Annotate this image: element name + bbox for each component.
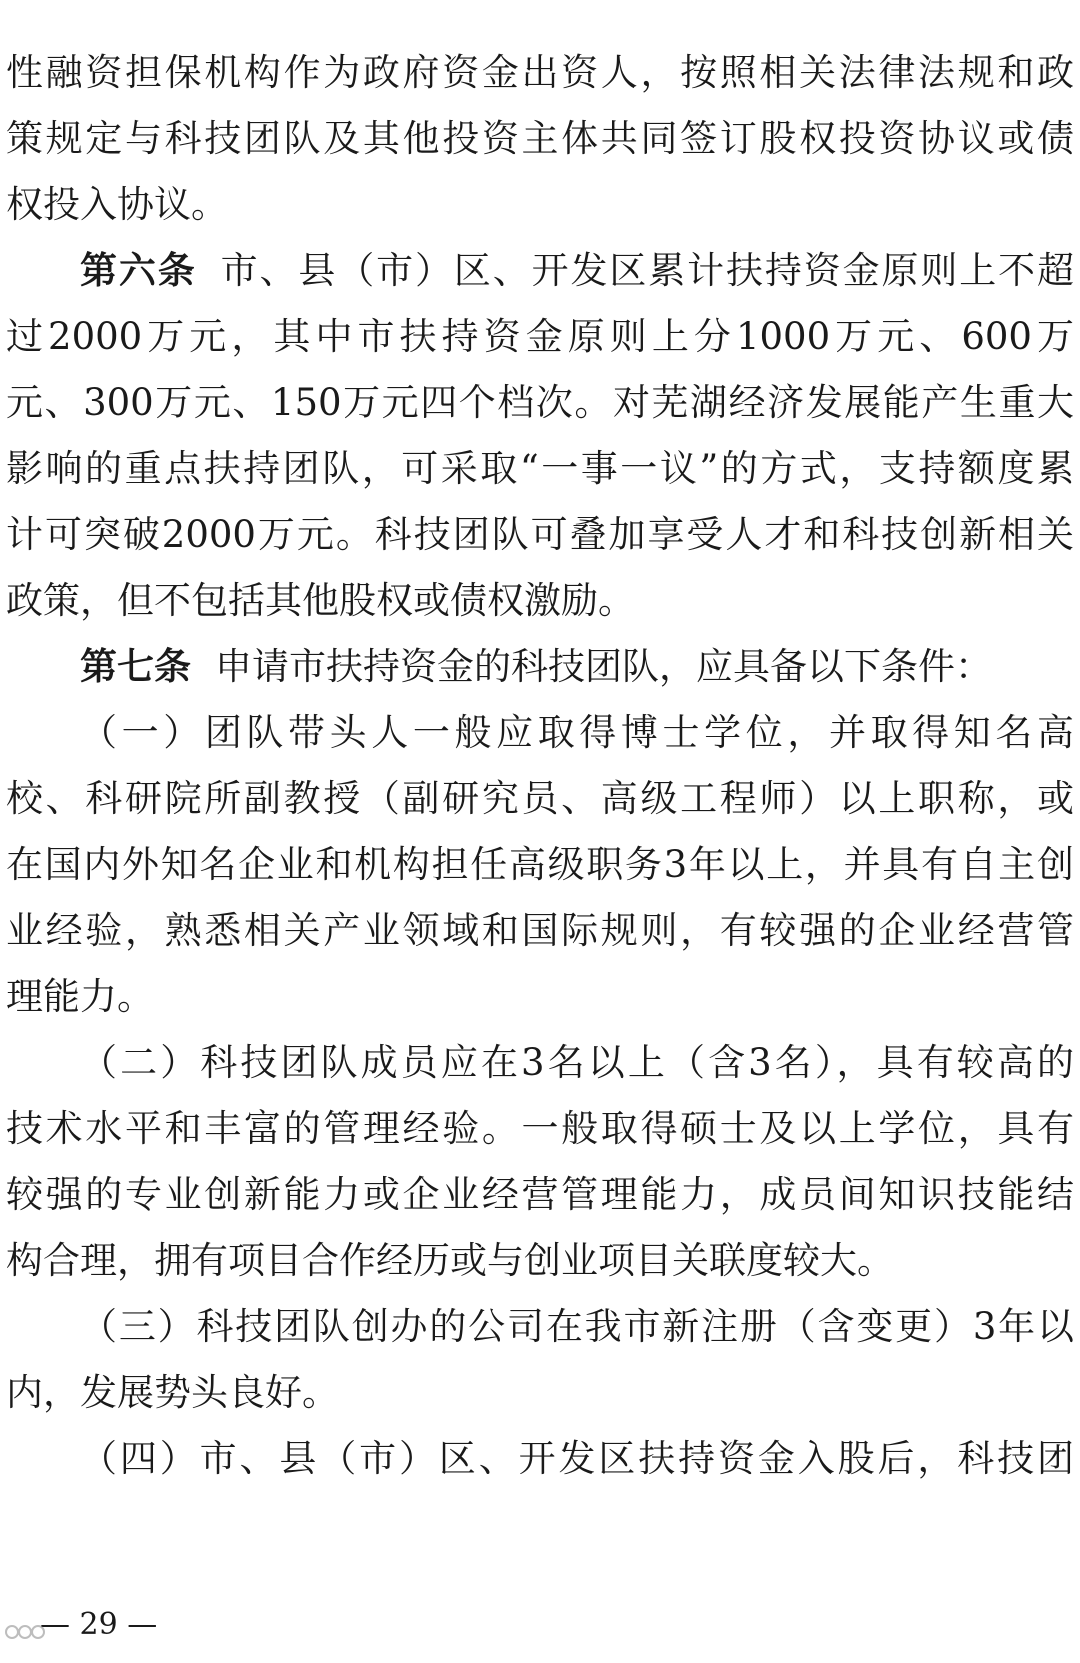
text-line: 理能力。 [6, 975, 154, 1018]
text-line: 业经验，熟悉相关产业领域和国际规则，有较强的企业经营管 [6, 909, 1074, 952]
article-6-first-line [80, 236, 1074, 306]
text-line: 内，发展势头良好。 [6, 1371, 339, 1414]
article-7-label: 第七条 [80, 645, 191, 688]
text-line: （二）科技团队成员应在3名以上（含3名），具有较高的 [80, 1041, 1074, 1084]
text-line: 政策，但不包括其他股权或债权激励。 [6, 579, 635, 622]
watermark [4, 1612, 48, 1652]
ccc-logo-icon [4, 1617, 48, 1647]
text-line: 权投入协议。 [6, 183, 228, 226]
text-line: 策规定与科技团队及其他投资主体共同签订股权投资协议或债 [6, 117, 1074, 160]
text-line: 过2000万元，其中市扶持资金原则上分1000万元、600万 [6, 315, 1074, 358]
text-line: （一）团队带头人一般应取得博士学位，并取得知名高 [80, 711, 1074, 754]
article-6-label: 第六条 [80, 249, 197, 292]
text-line: 校、科研院所副教授（副研究员、高级工程师）以上职称，或 [6, 777, 1074, 820]
text-line: 元、300万元、150万元四个档次。对芜湖经济发展能产生重大 [6, 381, 1074, 424]
text-line: 申请市扶持资金的科技团队，应具备以下条件： [215, 645, 992, 688]
text-line: 市、县（市）区、开发区累计扶持资金原则上不超 [220, 249, 1074, 292]
article-7-first-line [80, 632, 1074, 702]
text-line: 构合理，拥有项目合作经历或与创业项目关联度较大。 [6, 1239, 894, 1282]
page-number: — 29 — [40, 1607, 158, 1642]
text-line: 计可突破2000万元。科技团队可叠加享受人才和科技创新相关 [6, 513, 1074, 556]
text-line: 在国内外知名企业和机构担任高级职务3年以上，并具有自主创 [6, 843, 1074, 886]
text-line: 影响的重点扶持团队，可采取“一事一议”的方式，支持额度累 [6, 447, 1074, 490]
text-line: 较强的专业创新能力或企业经营管理能力，成员间知识技能结 [6, 1173, 1074, 1216]
text-line: （四）市、县（市）区、开发区扶持资金入股后，科技团 [80, 1437, 1074, 1480]
text-line: 性融资担保机构作为政府资金出资人，按照相关法律法规和政 [6, 51, 1074, 94]
text-line: （三）科技团队创办的公司在我市新注册（含变更）3年以 [80, 1305, 1074, 1348]
text-line: 技术水平和丰富的管理经验。一般取得硕士及以上学位，具有 [6, 1107, 1074, 1150]
